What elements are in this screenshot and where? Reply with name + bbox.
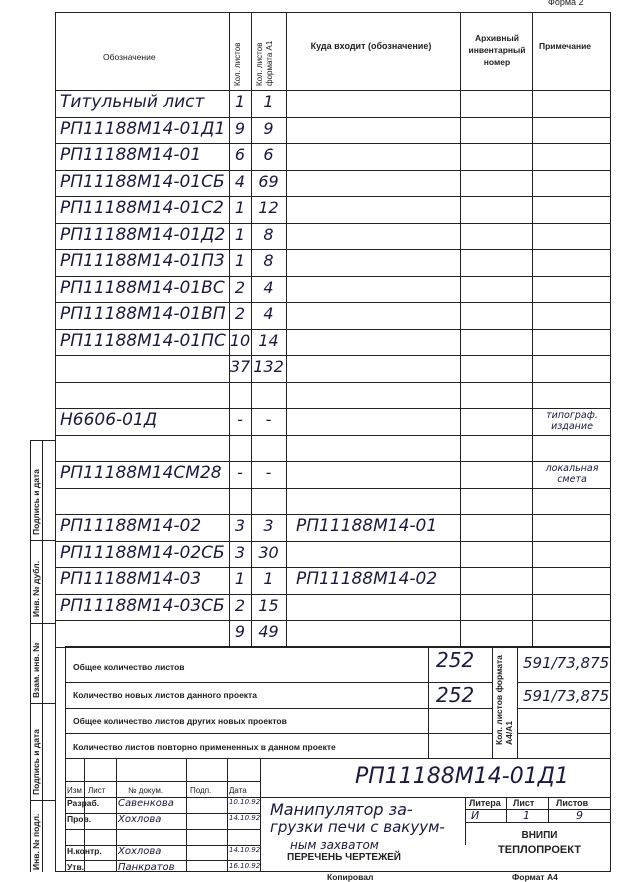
- table-cell-designation: РП11188М14-02СБ: [60, 542, 225, 563]
- table-row-line: [55, 488, 611, 489]
- stamp-hdr-list: Лист: [88, 786, 106, 795]
- side-strip-line: [30, 703, 55, 704]
- side-strip-line: [30, 540, 55, 541]
- table-row-line: [55, 594, 611, 595]
- header-sheet-count-a1: [255, 16, 275, 86]
- table-row-line: [55, 355, 611, 356]
- stamp-date: 14.10.92: [229, 814, 261, 822]
- stamp-date: 14.10.92: [229, 846, 261, 854]
- stamp-date: 16.10.92: [229, 862, 261, 870]
- table-cell-designation: РП11188М14-01Д1: [60, 118, 226, 139]
- table-cell-a1: -: [265, 410, 272, 429]
- side-strip-line: [30, 623, 55, 624]
- stamp-hdr-izm: Изм: [67, 786, 82, 795]
- stamp-row: [65, 829, 260, 830]
- table-cell-designation: РП11188М14-02: [60, 516, 202, 536]
- table-cell-a1: 4: [263, 277, 274, 297]
- stamp-row: [65, 781, 260, 782]
- summary-a1-label: [494, 655, 514, 745]
- stamp-row: [65, 860, 260, 861]
- summary-total-a4a1: 591/73,875: [523, 654, 610, 672]
- table-cell-designation: Титульный лист: [60, 92, 205, 112]
- table-cell-a1: 69: [258, 171, 279, 191]
- table-cell-sheets: 1: [234, 569, 246, 588]
- summary-divider: [428, 646, 429, 758]
- table-cell-sheets: 6: [234, 145, 246, 164]
- footer-format: Формат А4: [512, 872, 558, 882]
- stamp-sheet-value: 1: [523, 809, 530, 822]
- table-row-line: [55, 382, 611, 383]
- side-label-dup-inv: Инв. № дубл.: [31, 560, 41, 617]
- table-cell-sheets: 37: [229, 357, 251, 376]
- side-label-orig-inv: Инв. № подл.: [31, 813, 41, 870]
- table-cell-a1: 132: [253, 357, 284, 376]
- stamp-hdr-doc: № докум.: [128, 786, 164, 795]
- stamp-title-line3: ным захватом: [290, 838, 379, 852]
- header-note: [537, 40, 593, 52]
- header-archive: [463, 32, 531, 68]
- stamp-name: Панкратов: [118, 862, 175, 873]
- stamp-name: Хохлова: [118, 846, 162, 857]
- footer-copied: Копировал: [327, 872, 374, 882]
- table-row-line: [55, 249, 611, 250]
- table-cell-a1: 9: [263, 118, 274, 138]
- summary-total-value: 252: [436, 648, 475, 672]
- table-row-line: [55, 170, 611, 171]
- table-cell-sheets: 4: [234, 171, 246, 191]
- side-label-repl-inv: Взам. инв. №: [31, 642, 41, 698]
- table-row-line: [55, 408, 611, 409]
- summary-total-label: Общее количество листов: [73, 662, 185, 672]
- summary-line: [517, 733, 611, 734]
- header-where-used: [296, 40, 446, 52]
- side-label-sign-date-2: Подпись и дата: [31, 729, 41, 795]
- stamp-title-printed: ПЕРЕЧЕНЬ ЧЕРТЕЖЕЙ: [287, 852, 401, 863]
- table-cell-sheets: 3: [234, 516, 246, 535]
- stamp-name: Хохлова: [118, 814, 162, 825]
- table-cell-a1: 49: [258, 622, 279, 641]
- table-cell-a1: 3: [263, 516, 274, 535]
- table-cell-a1: 8: [263, 224, 274, 244]
- table-row-line: [55, 302, 611, 303]
- table-row-line: [55, 223, 611, 224]
- table-cell-designation: РП11188М14-03СБ: [60, 595, 225, 616]
- table-cell-designation: РП11188М14-03: [60, 569, 202, 589]
- stamp-title-line2: грузки печи с вакуум-: [270, 818, 445, 836]
- table-cell-sheets: 2: [234, 304, 246, 323]
- table-row-line: [55, 435, 611, 436]
- table-cell-where: РП11188М14-01: [296, 516, 438, 536]
- summary-line: [517, 708, 611, 709]
- summary-reused-label: Количество листов повторно примененных в данном проекте: [73, 742, 336, 752]
- stamp-code: РП11188М14-01Д1: [355, 764, 569, 789]
- table-cell-a1: -: [265, 463, 272, 482]
- table-cell-sheets: 3: [234, 542, 246, 562]
- header-designation: Обозначение: [103, 52, 156, 62]
- stamp-hdr-sign: Подп.: [190, 786, 212, 795]
- header-archive-text: Архивный инвентарный номер: [468, 33, 526, 67]
- stamp-org1: ВНИПИ: [521, 830, 558, 841]
- stamp-litera-label: Литера: [469, 798, 501, 808]
- stamp-role: Н.контр.: [67, 846, 102, 856]
- stamp-hdr-date: Дата: [229, 786, 247, 795]
- table-cell-sheets: 9: [234, 622, 246, 641]
- stamp-role: Пров.: [67, 814, 92, 824]
- side-strip-line: [30, 440, 55, 441]
- stamp-name: Савенкова: [118, 798, 174, 809]
- table-cell-designation: РП11188М14-01ПС: [60, 330, 226, 351]
- table-cell-sheets: -: [237, 410, 243, 429]
- table-cell-designation: РП11188М14-01Д2: [60, 224, 226, 245]
- table-row-line: [55, 276, 611, 277]
- table-cell-where: РП11188М14-02: [296, 569, 438, 589]
- table-row-line: [55, 117, 611, 118]
- table-cell-designation: РП11188М14-01СБ: [60, 171, 225, 192]
- side-strip-line: [30, 800, 55, 801]
- table-cell-sheets: 1: [234, 198, 246, 217]
- table-row-line: [55, 567, 611, 568]
- table-cell-designation: РП11188М14-01: [60, 145, 202, 165]
- table-cell-a1: 1: [263, 92, 274, 111]
- stamp-sheets-value: 9: [576, 809, 583, 822]
- side-strip-inner: [42, 440, 43, 872]
- stamp-org2: ТЕПЛОПРОЕКТ: [498, 844, 581, 856]
- summary-line: [517, 682, 611, 683]
- table-cell-designation: РП11188М14СМ28: [60, 463, 222, 483]
- stamp-left: [65, 758, 66, 872]
- stamp-title-line1: Манипулятор за-: [270, 800, 413, 819]
- table-cell-a1: 15: [258, 595, 279, 615]
- table-cell-a1: 4: [263, 304, 274, 323]
- table-cell-a1: 6: [263, 145, 274, 164]
- stamp-role: Утв.: [67, 862, 85, 872]
- table-cell-sheets: 1: [234, 92, 246, 111]
- table-row-line: [55, 196, 611, 197]
- stamp-col: [465, 797, 466, 845]
- form-label: Форма 2: [548, 0, 584, 7]
- table-row-line: [55, 541, 611, 542]
- stamp-litera-value: И: [471, 809, 480, 822]
- table-cell-a1: 30: [258, 542, 279, 562]
- table-row-line: [55, 461, 611, 462]
- stamp-top: [65, 758, 611, 759]
- table-cell-sheets: 9: [234, 118, 246, 138]
- header-sheet-count-a1-text: Кол. листов формата А1: [255, 40, 274, 86]
- stamp-role: Разраб.: [67, 798, 100, 808]
- table-cell-designation: РП11188М14-01С2: [60, 198, 224, 218]
- header-bottom: [55, 90, 611, 91]
- stamp-col: [186, 758, 187, 872]
- summary-new-value: 252: [436, 683, 475, 707]
- stamp-sheets-label: Листов: [556, 798, 589, 808]
- summary-other-label: Общее количество листов других новых проектов: [73, 716, 287, 726]
- stamp-row: [465, 822, 611, 823]
- table-cell-note: локальная смета: [545, 463, 599, 485]
- table-cell-a1: 12: [258, 198, 279, 217]
- summary-top: [65, 646, 611, 647]
- table-cell-designation: РП11188М14-01ВС: [60, 277, 225, 298]
- stamp-sheet-label: Лист: [513, 798, 535, 808]
- table-cell-sheets: 10: [229, 330, 251, 350]
- summary-new-label: Количество новых листов данного проекта: [73, 690, 257, 700]
- summary-divider: [492, 646, 493, 758]
- table-cell-designation: Н6606-01Д: [60, 410, 158, 430]
- table-cell-sheets: -: [237, 463, 243, 482]
- table-cell-sheets: 2: [234, 595, 246, 615]
- table-cell-sheets: 2: [234, 277, 246, 297]
- stamp-date: 10.10.92: [229, 798, 261, 806]
- stamp-col: [227, 758, 228, 872]
- header-sheet-count: Кол. листов: [233, 42, 242, 86]
- stamp-row: [465, 809, 611, 810]
- summary-left: [65, 646, 66, 758]
- table-cell-a1: 1: [263, 569, 274, 588]
- header-note-text: Примечание: [538, 41, 592, 51]
- summary-new-a4a1: 591/73,875: [523, 687, 610, 705]
- table-cell-sheets: 1: [234, 251, 246, 270]
- table-row-line: [55, 143, 611, 144]
- summary-a1-label-text: Кол. листов формата А4/А1: [494, 655, 514, 745]
- table-row-line: [55, 620, 611, 621]
- table-cell-designation: РП11188М14-01П3: [60, 251, 225, 271]
- header-where-used-text: Куда входит (обозначение): [310, 41, 432, 51]
- stamp-col: [116, 758, 117, 872]
- table-row-line: [55, 329, 611, 330]
- side-label-sign-date-1: Подпись и дата: [31, 469, 41, 535]
- summary-divider: [517, 646, 518, 758]
- table-cell-note: типограф. издание: [546, 410, 598, 432]
- table-cell-designation: РП11188М14-01ВП: [60, 304, 226, 324]
- table-row-line: [55, 514, 611, 515]
- table-cell-a1: 14: [258, 330, 279, 350]
- table-cell-a1: 8: [263, 251, 274, 270]
- table-cell-sheets: 1: [234, 224, 246, 244]
